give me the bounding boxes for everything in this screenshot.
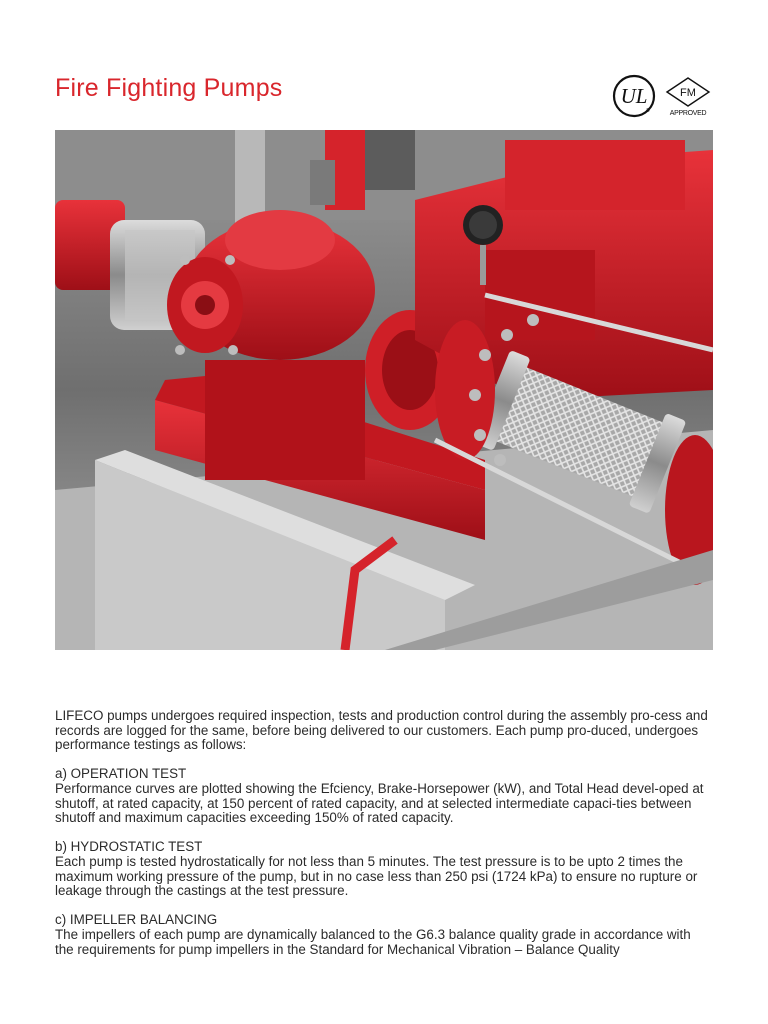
hydrostatic-test-text: Each pump is tested hydrostatically for not less than 5 minutes. The test pressure is to be upto 2 times the maximum working pressure of the pump, but in no case less than 250 psi (1724 kPa) to ensure no rupture or leakage through the castings at the test pressure.: [55, 853, 698, 899]
fm-approved-logo-icon: [667, 78, 709, 117]
svg-text:APPROVED: APPROVED: [669, 110, 707, 117]
inspection-text: [55, 709, 710, 972]
svg-text:®: ®: [646, 108, 650, 114]
impeller-balancing-heading: c) IMPELLER BALANCING: [55, 912, 218, 928]
hydrostatic-test-section: [55, 840, 710, 898]
ul-logo-icon: [614, 76, 654, 116]
hydrostatic-test-heading: b) HYDROSTATIC TEST: [55, 839, 203, 855]
svg-text:UL: UL: [620, 84, 648, 108]
impeller-balancing-text: The impellers of each pump are dynamically balanced to the G6.3 balance quality grade in accordance with the requirements for pump impellers in the Standard for Mechanical Vibration – Balance Quality: [55, 926, 691, 957]
operation-test-section: [55, 767, 710, 825]
pump-photo: [55, 130, 713, 650]
intro-paragraph: LIFECO pumps undergoes required inspection, tests and production control during the assembly pro-cess and records are logged for the same, before being delivered to our customers. Each pump pro-duced, undergoes performance testings as follows:: [55, 708, 708, 753]
impeller-balancing-section: [55, 913, 710, 957]
operation-test-text: Performance curves are plotted showing the Efciency, Brake-Horsepower (kW), and Total Head devel-oped at shutoff, at rated capacity, at 150 percent of rated capacity, and at selected intermediate capaci-ties between shutoff and maximum capacities exceeding 150% of rated capacity.: [55, 780, 704, 826]
certification-logos: [612, 74, 716, 118]
page-title: Fire Fighting Pumps: [55, 74, 283, 102]
operation-test-heading: a) OPERATION TEST: [55, 766, 187, 782]
ul-fm-approved-logo: [612, 74, 716, 118]
svg-text:FM: FM: [680, 87, 696, 99]
